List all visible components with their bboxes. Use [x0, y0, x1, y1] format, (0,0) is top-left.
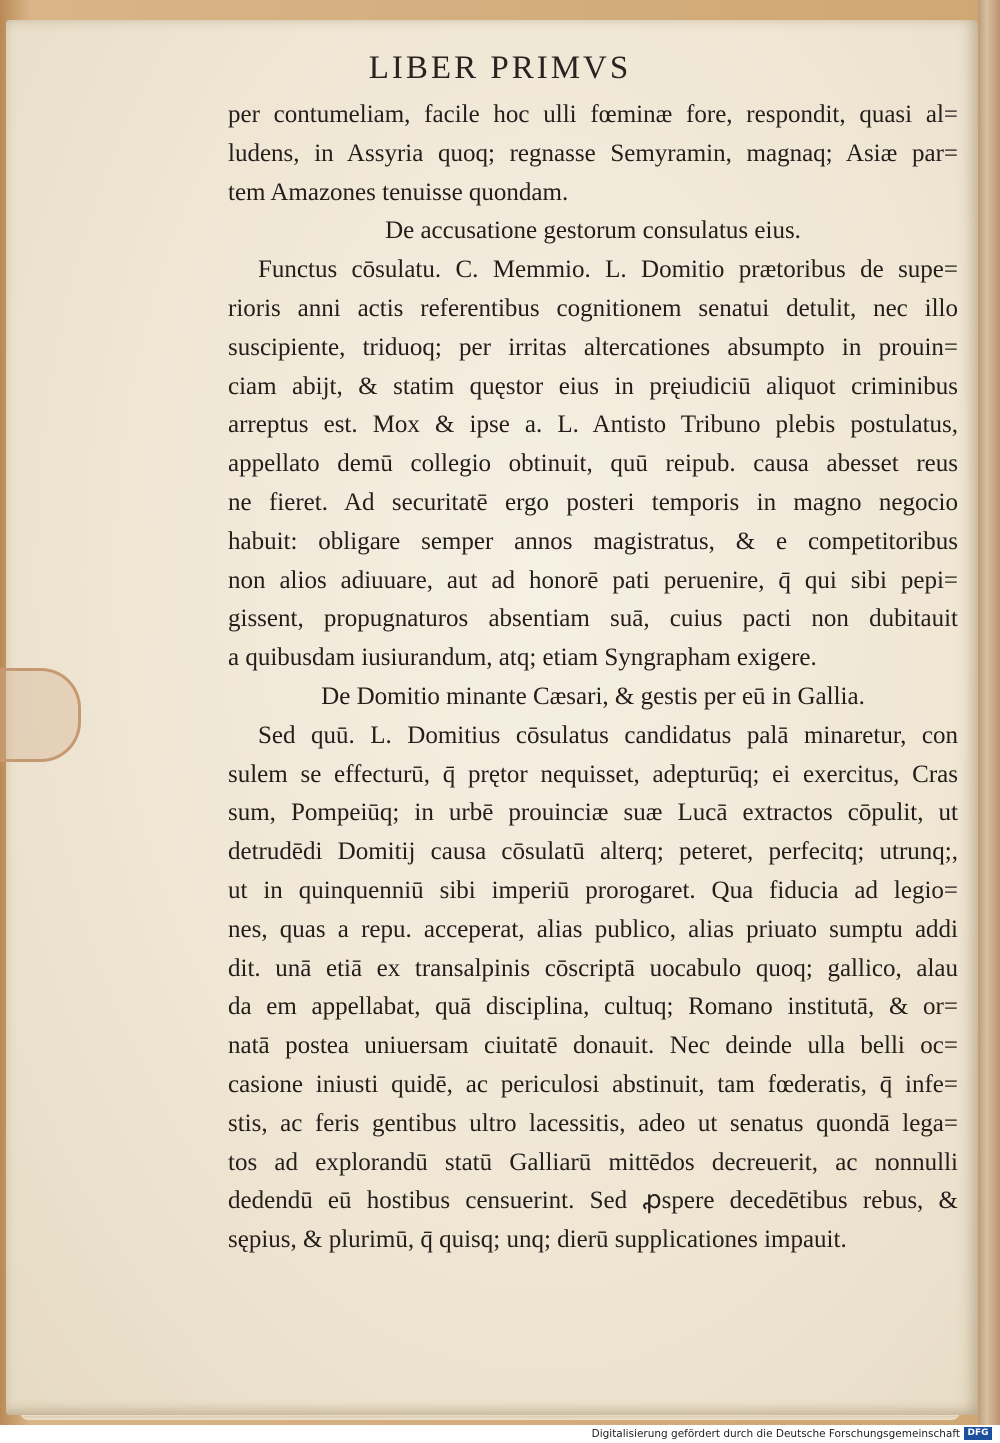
section-heading: De accusatione gestorum consulatus eius.: [385, 217, 801, 245]
text-line: sępius, & plurimū, q̄ quisq; unq; dierū supplicationes impauit.: [228, 1226, 847, 1254]
text-line: dit. unā etiā ex transalpinis cōscriptā uocabulo quoq; gallico, alau: [228, 954, 958, 982]
book-clasp: [0, 668, 81, 762]
text-line: appellato demū collegio obtinuit, quū reipub. causa abesset reus: [228, 450, 958, 478]
text-line: non alios adiuuare, aut ad honorē pati peruenire, q̄ qui sibi pepi=: [228, 566, 958, 594]
running-head: LIBER PRIMVS: [368, 50, 632, 86]
text-line: suscipiente, triduoq; per irritas altercationes absumpto in prouin=: [228, 333, 958, 361]
text-line: casione iniusti quidē, ac periculosi abstinuit, tam fœderatis, q̄ infe=: [228, 1070, 958, 1098]
text-line: detrudēdi Domitij causa cōsulatū alterq; peteret, perfecitq; utrunq;,: [228, 838, 958, 866]
text-line: habuit: obligare semper annos magistratus, & e competitoribus: [228, 527, 958, 555]
dfg-logo: DFG: [964, 1427, 992, 1440]
text-block: [228, 96, 958, 1260]
text-line: gissent, propugnaturos absentiam suā, cuius pacti non dubitauit: [228, 605, 958, 633]
text-line: ciam abijt, & statim quęstor eius in pręiudiciū aliquot criminibus: [228, 372, 958, 400]
text-line: dedendū eū hostibus censuerint. Sed ꝓspere decedētibus rebus, &: [228, 1187, 958, 1215]
text-line: tos ad explorandū statū Galliarū mittēdos decreuerit, ac nonnulli: [228, 1148, 958, 1176]
cover-edge: [978, 0, 1000, 1425]
text-line: tem Amazones tenuisse quondam.: [228, 178, 569, 206]
text-line: arreptus est. Mox & ipse a. L. Antisto Tribuno plebis postulatus,: [228, 411, 958, 439]
text-line: per contumeliam, facile hoc ulli fœminæ fore, respondit, quasi al=: [228, 101, 958, 128]
text-line: nes, quas a repu. acceperat, alias publico, alias priuato sumptu addi: [228, 915, 958, 943]
text-line: ut in quinquenniū sibi imperiū prorogaret. Qua fiducia ad legio=: [228, 876, 958, 904]
text-line: a quibusdam iusiurandum, atq; etiam Syngrapham exigere.: [228, 644, 817, 672]
funding-credit: Digitalisierung gefördert durch die Deutsche Forschungsgemeinschaft: [591, 1428, 960, 1440]
text-line: Sed quū. L. Domitius cōsulatus candidatus palā minaretur, con: [258, 721, 958, 749]
text-line: rioris anni actis referentibus cognitionem senatui detulit, nec illo: [228, 294, 958, 322]
text-line: stis, ac feris gentibus ultro lacessitis, adeo ut senatus quondā lega=: [228, 1109, 958, 1137]
text-line: natā postea uniuersam ciuitatē donauit. Nec deinde ulla belli oc=: [228, 1032, 958, 1060]
section-heading: De Domitio minante Cæsari, & gestis per eū in Gallia.: [321, 682, 865, 710]
text-line: da em appellabat, quā disciplina, cultuq; Romano institutā, & or=: [228, 993, 958, 1021]
text-line: ne fieret. Ad securitatē ergo posteri temporis in magno negocio: [228, 488, 958, 516]
text-line: Functus cōsulatu. C. Memmio. L. Domitio prætoribus de supe=: [258, 256, 958, 284]
text-line: sum, Pompeiūq; in urbē prouinciæ suæ Lucā extractos cōpulit, ut: [228, 799, 958, 827]
text-line: sulem se effecturū, q̄ prętor nequisset, adepturūq; ei exercitus, Cras: [228, 760, 958, 788]
text-line: ludens, in Assyria quoq; regnasse Semyramin, magnaq; Asiæ par=: [228, 139, 958, 167]
